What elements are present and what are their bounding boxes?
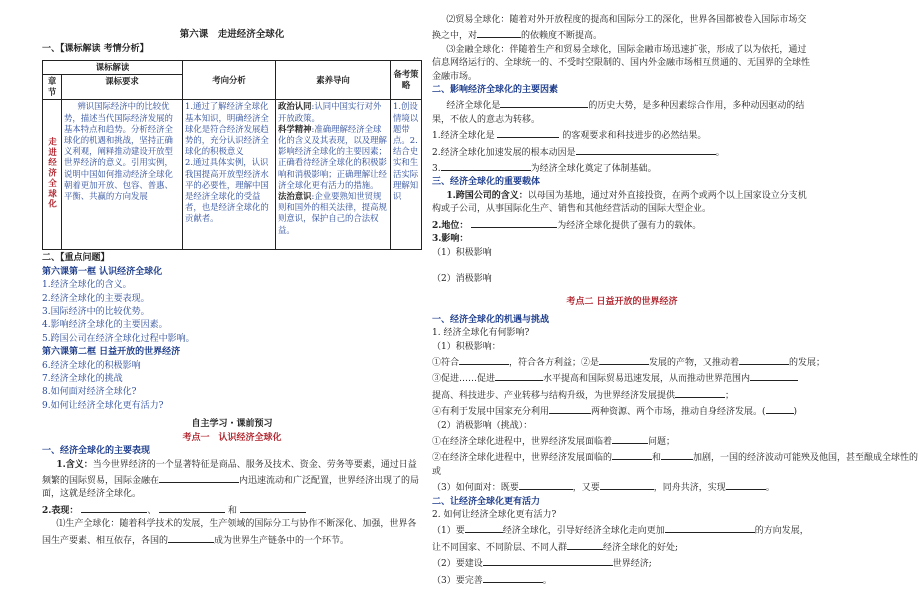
text: （3）如何面对：既要 bbox=[432, 483, 519, 494]
frame2-item: 6.经济全球化的积极影响 bbox=[42, 360, 141, 371]
blank[interactable] bbox=[441, 160, 531, 171]
s3a bbox=[432, 190, 812, 217]
frame2-title: 第六课第二框 日益开放的世界经济 bbox=[42, 347, 181, 358]
blank[interactable] bbox=[497, 127, 559, 138]
p3-text: ⑴生产全球化：随着科学技术的发展，生产领域的国际分工与协作不断深化、加强，世界各国生产要素、相互依存，各国的 bbox=[42, 519, 417, 546]
right-column bbox=[432, 14, 918, 588]
frame1-item: 4.影响经济全球化的主要因素。 bbox=[42, 320, 168, 331]
k2-n2 bbox=[432, 449, 918, 465]
s3c2: （2）消极影响 bbox=[432, 273, 492, 284]
s3a-head: 1.跨国公司的含义： bbox=[446, 190, 528, 201]
p1-text: 当今世界经济的一个显著特征是商品、服务及技术、资金、劳务等要素，通过日益频繁的国际贸易，国际金融在 bbox=[42, 459, 417, 486]
text: 水平提高和国际贸易迅速发展，从而推动世界范围内 bbox=[543, 374, 751, 385]
k2-sec1: 一、经济全球化的机遇与挑战 bbox=[432, 314, 550, 325]
text: 加剧，一国的经济波动可能殃及他国，甚至酿成全球性的 bbox=[693, 453, 918, 464]
k2-q2: 2. 如何让经济全球化更有活力? bbox=[432, 510, 557, 520]
literacy-1-head: 政治认同 bbox=[278, 101, 312, 112]
text: ( bbox=[762, 407, 766, 418]
literacy-2-head: 科学精神 bbox=[278, 123, 312, 134]
strategy-text: 1.创设情境以题带点。2.结合史实和生活实际理解知识 bbox=[391, 100, 422, 250]
kp2-heading: 考点二 日益开放的世界经济 bbox=[566, 297, 678, 308]
frame1-item: 3.国际经济中的比较优势。 bbox=[42, 307, 150, 318]
text: 或 bbox=[432, 466, 442, 477]
k2-neg: （2）消极影响（挑战）： bbox=[432, 420, 533, 431]
k2-m3 bbox=[432, 572, 812, 588]
k2-n3 bbox=[432, 479, 812, 495]
blank[interactable] bbox=[159, 472, 239, 483]
k2-q1: 1. 经济全球化有何影响? bbox=[432, 328, 530, 339]
k2-p2 bbox=[432, 370, 812, 386]
s2b-post: 的客观要求和科技进步的必然结果。 bbox=[562, 131, 707, 142]
r2: ⑶金融全球化：伴随着生产和贸易全球化，国际金融市场迅速扩张，形成了以为依托，通过信息网络运行的、全球统一的、不受时空限制的、国内外金融市场相互贯通的、无国界的全球性金融市场。 bbox=[432, 44, 811, 82]
req-text: 辨识国际经济中的比较优势，描述当代国际经济发展的基本特点和趋势。分析经济全球化的机遇和挑战，坚持正确义利观，阐释推动建设开放型世界经济的意义。引用实例，说明中国如何推动经济全球化朝着更加开放、包容、普惠、平衡、共赢的方向发展 bbox=[62, 100, 183, 250]
k2-m1b bbox=[432, 539, 812, 555]
table-header-group: 课标解读 bbox=[43, 60, 183, 74]
s2d-pre: 3. bbox=[432, 164, 441, 175]
p3-tail: 成为世界生产链条中的一个环节。 bbox=[214, 535, 350, 546]
text: ) bbox=[793, 407, 798, 418]
text: ④有利于发展中国家充分利用 bbox=[432, 407, 550, 418]
blank[interactable] bbox=[675, 387, 725, 398]
frame1-item: 5.跨国公司在经济全球化过程中影响。 bbox=[42, 333, 195, 344]
blank[interactable] bbox=[471, 217, 557, 228]
p1 bbox=[42, 459, 422, 502]
text: 世界经济; bbox=[612, 559, 652, 570]
blank[interactable] bbox=[500, 97, 588, 108]
s2b-pre: 1.经济全球化是 bbox=[432, 131, 495, 142]
s2b bbox=[432, 127, 812, 143]
r1 bbox=[432, 14, 812, 44]
blank[interactable] bbox=[483, 572, 543, 583]
blank[interactable] bbox=[495, 370, 543, 381]
literacy-3-body: :企业要熟知世贸规则和国外的相关法律，提高规则意识，保护自己的合法权益。 bbox=[278, 191, 387, 235]
p2: 2.表现： 、 和 bbox=[42, 502, 422, 518]
blank[interactable] bbox=[661, 449, 693, 460]
blank[interactable] bbox=[739, 354, 789, 365]
text: 提高、科技进步、产业转移与结构升级，为世界经济发展提供 bbox=[432, 390, 676, 401]
left-column bbox=[42, 28, 422, 548]
section-heading-1: 一、【课标解读 考情分析】 bbox=[42, 44, 149, 55]
k2-m2 bbox=[432, 555, 812, 571]
r1-text: ⑵贸易全球化：随着对外开放程度的提高和国际分工的深化，世界各国都被卷入国际市场交换之中，对 bbox=[432, 15, 807, 42]
literacy-2-body: :准确理解经济全球化的含义及其表现，以及理解影响经济全球化的主要因素；正确看待经济全球化的积极影响和消极影响；正确理解让经济全球化更有活力的措施。 bbox=[278, 123, 387, 190]
text: 。 bbox=[542, 575, 552, 586]
text: ，符合各方利益；②是 bbox=[509, 357, 600, 368]
k2-p4 bbox=[432, 403, 812, 419]
s2c: 2.经济全球化加速发展的根本动因是 。 bbox=[432, 144, 812, 160]
kp1-sub: 一、经济全球化的主要表现 bbox=[42, 446, 151, 457]
text: 的发展； bbox=[789, 357, 826, 368]
p3 bbox=[42, 518, 422, 548]
blank[interactable] bbox=[549, 403, 591, 414]
table-col-literacy: 素养导向 bbox=[276, 60, 391, 100]
s2c-text: 2.经济全球化加速发展的根本动因是 bbox=[432, 147, 576, 158]
blank[interactable] bbox=[612, 449, 652, 460]
s3c-head: 3.影响： bbox=[432, 234, 469, 245]
table-col-exam: 考向分析 bbox=[183, 60, 276, 100]
p1-head: 1.含义： bbox=[56, 459, 93, 470]
k2-sec2: 二、让经济全球化更有活力 bbox=[432, 496, 541, 507]
s2d bbox=[432, 160, 812, 176]
blank[interactable] bbox=[81, 502, 147, 513]
blank[interactable] bbox=[459, 354, 509, 365]
blank[interactable] bbox=[240, 502, 306, 513]
text: 经济全球化的好处; bbox=[603, 542, 679, 553]
text: ； bbox=[725, 390, 735, 401]
text: 和 bbox=[652, 453, 662, 464]
s2a bbox=[432, 97, 812, 127]
p2-head: 2.表现： bbox=[42, 505, 79, 516]
table-col-chapter: 章节 bbox=[43, 75, 62, 100]
lesson-title: 第六课 走进经济全球化 bbox=[179, 29, 285, 40]
blank[interactable] bbox=[477, 27, 521, 38]
k2-n1 bbox=[432, 433, 812, 449]
text: （1）要 bbox=[432, 526, 465, 537]
text: ②在经济全球化进程中，世界经济发展面临的 bbox=[432, 453, 613, 464]
text: 问题； bbox=[648, 436, 676, 447]
section-heading-2: 二、【重点问题】 bbox=[42, 253, 110, 264]
blank[interactable] bbox=[600, 479, 654, 490]
text: 的方向发展， bbox=[754, 526, 809, 537]
table-col-req: 课标要求 bbox=[62, 75, 183, 100]
blank[interactable] bbox=[576, 144, 716, 155]
text: ①符合 bbox=[432, 357, 460, 368]
sec3-heading: 三、经济全球化的重要载体 bbox=[432, 177, 541, 188]
curriculum-table bbox=[42, 60, 422, 251]
k2-p3 bbox=[432, 387, 812, 403]
blank[interactable] bbox=[465, 522, 503, 533]
blank[interactable] bbox=[567, 539, 603, 550]
p2-and: 和 bbox=[228, 505, 238, 516]
blank[interactable] bbox=[726, 479, 766, 490]
s3b-head: 2.地位： bbox=[432, 220, 469, 231]
literacy-1-body: :认同中国实行对外开放政策。 bbox=[278, 101, 382, 123]
text: ③促进……促进 bbox=[432, 374, 496, 385]
blank[interactable] bbox=[665, 522, 755, 533]
s2a-pre: 经济全球化是 bbox=[446, 101, 501, 112]
frame1-item: 1.经济全球化的含义。 bbox=[42, 280, 132, 291]
text: ，同舟共济，实现 bbox=[653, 483, 726, 494]
p1-tail: 内迅速流动和广泛配置，世界经济出现了的局面，这就是经济全球化。 bbox=[42, 475, 420, 500]
s3a-text: 以母国为基地，通过对外直接投资，在两个或两个以上国家设立分支机构或子公司，从事国际化生产、销售和其他经营活动的国际大型企业。 bbox=[432, 190, 807, 215]
text: ，又要 bbox=[572, 483, 600, 494]
r1-tail: 的依赖度不断提高。 bbox=[521, 31, 603, 42]
kp1-heading: 考点一 认识经济全球化 bbox=[182, 432, 282, 443]
frame2-item: 9.如何让经济全球化更有活力? bbox=[42, 400, 164, 411]
self-study-heading: 自主学习・课前预习 bbox=[191, 419, 273, 430]
frame2-item: 7.经济全球化的挑战 bbox=[42, 374, 123, 385]
text: 经济全球化，引导好经济全球化走向更加 bbox=[502, 526, 665, 537]
k2-n2b bbox=[432, 466, 812, 479]
text: 。 bbox=[765, 483, 775, 494]
table-col-strategy: 备考策略 bbox=[391, 60, 422, 100]
frame1-title: 第六课第一框 认识经济全球化 bbox=[42, 266, 163, 277]
literacy-3-head: 法治意识 bbox=[278, 191, 312, 202]
blank[interactable] bbox=[483, 555, 613, 566]
text: 让不同国家、不同阶层、不同人群 bbox=[432, 542, 568, 553]
s3c1: （1）积极影响 bbox=[432, 247, 492, 258]
literacy-cell bbox=[276, 100, 391, 250]
s3b bbox=[432, 217, 812, 233]
frame2-item: 8.如何面对经济全球化? bbox=[42, 387, 137, 398]
blank[interactable] bbox=[599, 354, 649, 365]
blank[interactable] bbox=[519, 479, 573, 490]
k2-pos: （1）积极影响： bbox=[432, 341, 501, 352]
text: 发展的产物，又推动着 bbox=[649, 357, 740, 368]
text: （3）要完善 bbox=[432, 575, 483, 586]
blank[interactable] bbox=[766, 403, 794, 414]
blank[interactable] bbox=[750, 370, 798, 381]
s2d-post: 为经济全球化奠定了体制基础。 bbox=[530, 164, 657, 175]
text: ①在经济全球化进程中，世界经济发展面临着 bbox=[432, 436, 613, 447]
k2-m1 bbox=[432, 522, 812, 538]
text: （2）要建设 bbox=[432, 559, 483, 570]
exam-text: 1.通过了解经济全球化基本知识，明确经济全球化是符合经济发展趋势的，充分认识经济全球化的积极意义 2.通过具体实例，认识我国提高开放型经济水平的必要性，理解中国是经济全球化的受益者，也是经济全球化的贡献者。 bbox=[183, 100, 276, 250]
blank[interactable] bbox=[159, 502, 225, 513]
chapter-name: 走进经济全球化 bbox=[47, 136, 58, 210]
blank[interactable] bbox=[168, 532, 214, 543]
frame1-item: 2.经济全球化的主要表现。 bbox=[42, 293, 150, 304]
s2a-post: 的历史大势，是多种因素综合作用，多种动因驱动的结果，不依人的意志为转移。 bbox=[432, 101, 805, 125]
blank[interactable] bbox=[612, 433, 648, 444]
s3b-post: 为经济全球化提供了强有力的载体。 bbox=[557, 220, 702, 231]
sec2-heading: 二、影响经济全球化的主要因素 bbox=[432, 85, 559, 96]
text: 两种资源、两个市场，推动自身经济发展。 bbox=[591, 407, 763, 418]
k2-p1 bbox=[432, 354, 826, 370]
